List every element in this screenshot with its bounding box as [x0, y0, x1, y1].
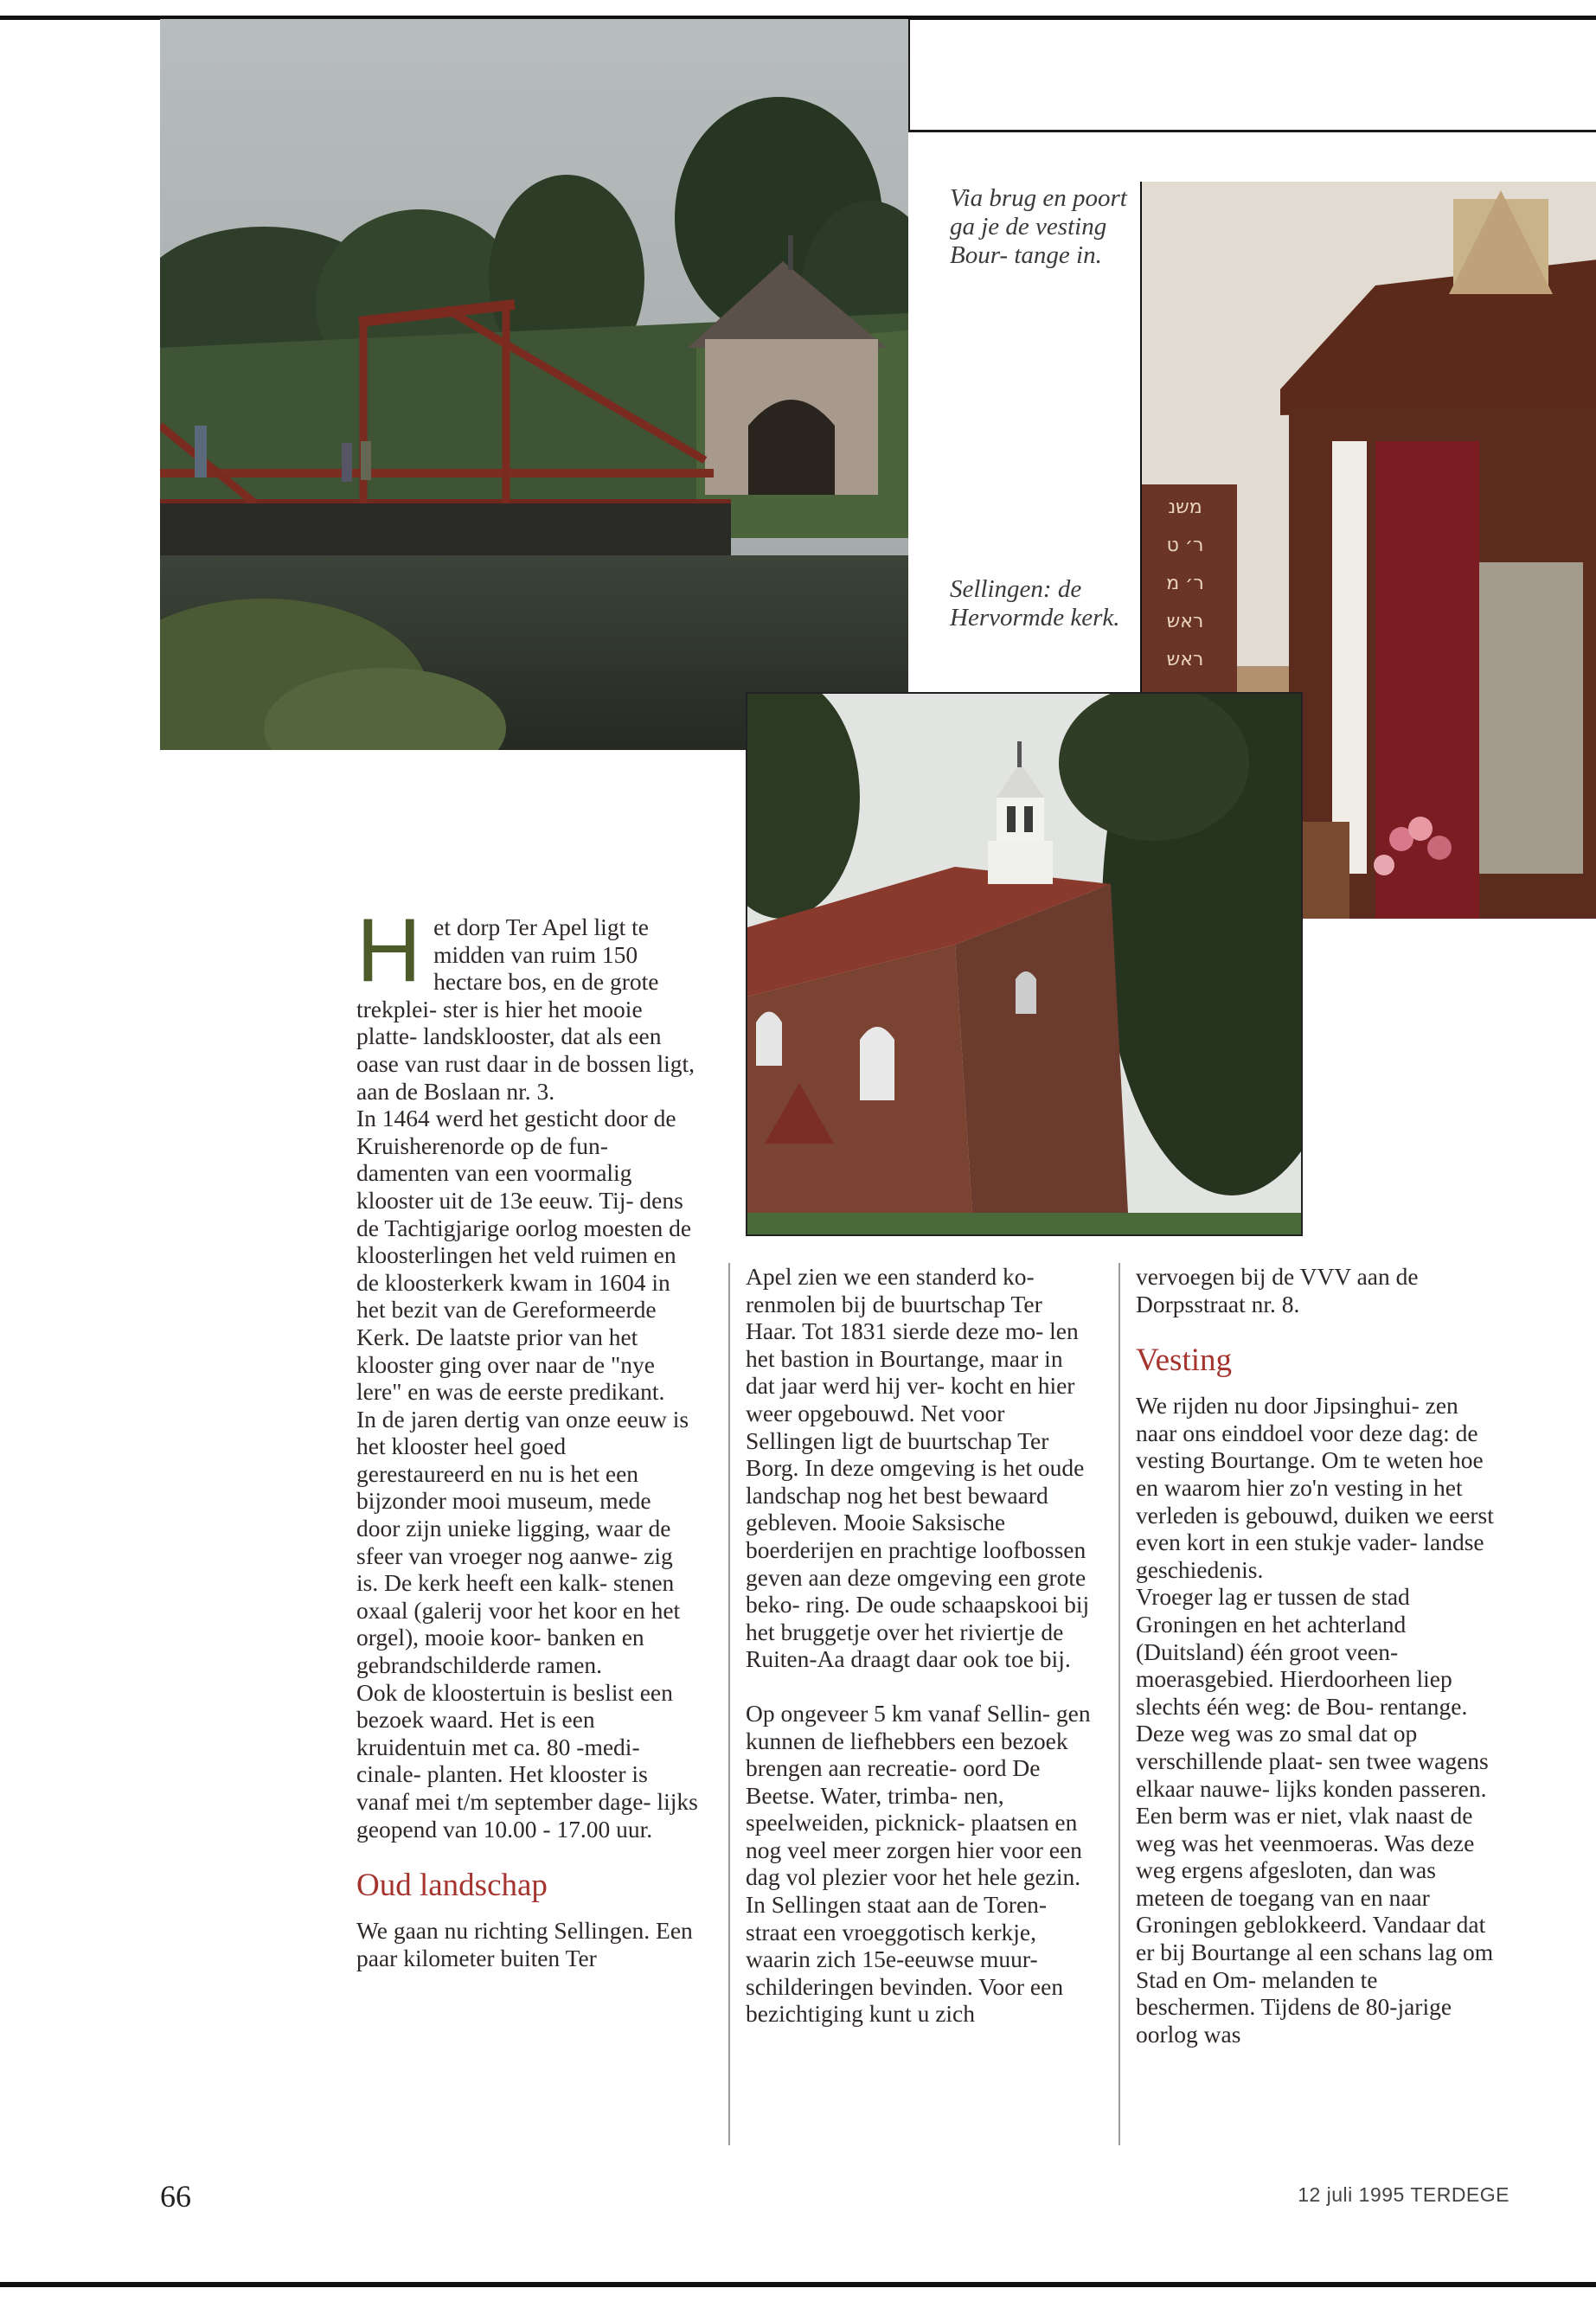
caption-church: Sellingen: de Hervormde kerk.	[950, 575, 1120, 631]
section-heading-vesting: Vesting	[1136, 1343, 1232, 1379]
column-divider	[1118, 1263, 1120, 2145]
photo-bourtange-bridge	[160, 19, 908, 750]
caption-rule-vertical	[908, 19, 910, 131]
paragraph: Vroeger lag er tussen de stad Groningen en het achterland (Duitsland) één groot veen- moerasgebied. Hierdoorheen liep slechts één weg: de Bou- rentange. Deze weg was zo smal dat op verschillende plaat- sen twee wagens elkaar nauwe- lijks konden passeren. Een berm was er niet, vlak naast de weg was het veenmoeras. Was deze weg ergens afgesloten, dan was meteen de toegang van en naar Groningen geblokkeerd. Vandaar dat er bij Bourtange al een schans lag om Stad en Om- melanden te beschermen. Tijdens de 80-jarige oorlog was	[1136, 1583, 1494, 2048]
paragraph: In 1464 werd het gesticht door de Kruisherenorde op de fun- damenten van een voormalig klooster uit de 13e eeuw. Tij- dens de Tachtigjarige oorlog moesten de kloosterlingen het veld ruimen en de kloosterkerk kwam in 1604 in het bezit van de Gereformeerde Kerk. De laatste prior van het klooster ging over naar de "nye lere" en was de eerste predikant.	[356, 1105, 692, 1406]
paragraph: Op ongeveer 5 km vanaf Sellin- gen kunnen de liefhebbers een bezoek brengen aan recreatie- oord De Beetse. Water, trimba- nen, speelweiden, picknick- plaatsen en nog veel meer zorgen hier voor een dag vol plezier voor het hele gezin.	[746, 1699, 1091, 1891]
inscription-line: ראש	[1166, 611, 1204, 632]
column-divider	[728, 1263, 730, 2145]
paragraph: We gaan nu richting Sellingen. Een paar kilometer buiten Ter	[356, 1917, 693, 1971]
text-column-1	[356, 901, 698, 1971]
inscription-line: ראש	[1166, 649, 1204, 670]
caption-rule-top	[908, 130, 1596, 132]
paragraph: et dorp Ter Apel ligt te midden van ruim 150 hectare bos, en de grote trekplei- ster is hier het mooie platte- landsklooster, dat als een oase van rust daar in de bossen ligt, aan de Boslaan nr. 3.	[356, 913, 695, 1105]
paragraph: In de jaren dertig van onze eeuw is het klooster heel goed gerestaureerd en nu is het een bijzonder mooi museum, mede door zijn unieke ligging, waar de sfeer van vroeger nog aanwe- zig is. De kerk heeft een kalk- stenen oxaal (galerij voor het koor en het orgel), mooie koor- banken en gebrandschilderde ramen.	[356, 1405, 689, 1679]
text-column-3	[1136, 1263, 1499, 2048]
section-heading-oud-landschap: Oud landschap	[356, 1868, 548, 1904]
caption-bridge: Via brug en poort ga je de vesting Bour- tange in.	[950, 184, 1127, 269]
dropcap-letter: H	[356, 901, 422, 1001]
paragraph: In Sellingen staat aan de Toren- straat een vroeggotisch kerkje, waarin zich 15e-eeuwse muur- schilderingen bevinden. Voor een bezichtiging kunt u zich	[746, 1891, 1064, 2028]
page-number: 66	[160, 2179, 191, 2214]
paragraph: We rijden nu door Jipsinghui- zen naar ons einddoel voor deze dag: de vesting Bourtange. Om te weten hoe en waarom hier zo'n vesting in het verleden is gebouwd, duiken we eerst even kort in een stukje vader- landse geschiedenis.	[1136, 1392, 1494, 1583]
bottom-border	[0, 2282, 1596, 2287]
text-column-2	[746, 1263, 1096, 2028]
paragraph: vervoegen bij de VVV aan de Dorpsstraat nr. 8.	[1136, 1263, 1419, 1317]
inscription-line: ר׳ ט	[1166, 535, 1204, 556]
inscription-line: ר׳ מ	[1166, 573, 1204, 594]
inscription-line: משנ	[1168, 497, 1202, 518]
paragraph: Ook de kloostertuin is beslist een bezoek waard. Het is een kruidentuin met ca. 80 -medi- cinale- planten. Het klooster is vanaf mei t/m september dage- lijks geopend van 10.00 - 17.00 uur.	[356, 1678, 698, 1843]
paragraph: Apel zien we een standerd ko- renmolen bij de buurtschap Ter Haar. Tot 1831 sierde deze mo- len het bastion in Bourtange, maar in dat jaar werd hij ver- kocht en hier weer opgebouwd. Net voor Sellingen ligt de buurtschap Ter Borg. In deze omgeving is het oude landschap nog het best bewaard gebleven. Mooie Saksische boerderijen en prachtige loofbossen geven aan deze omgeving een grote beko- ring. De oude schaapskooi bij het bruggetje over het riviertje de Ruiten-Aa draagt daar ook toe bij.	[746, 1263, 1090, 1673]
photo-sellingen-church	[746, 692, 1303, 1236]
interior-inscription-board	[1142, 489, 1228, 683]
issue-footer: 12 juli 1995 TERDEGE	[1298, 2183, 1509, 2206]
